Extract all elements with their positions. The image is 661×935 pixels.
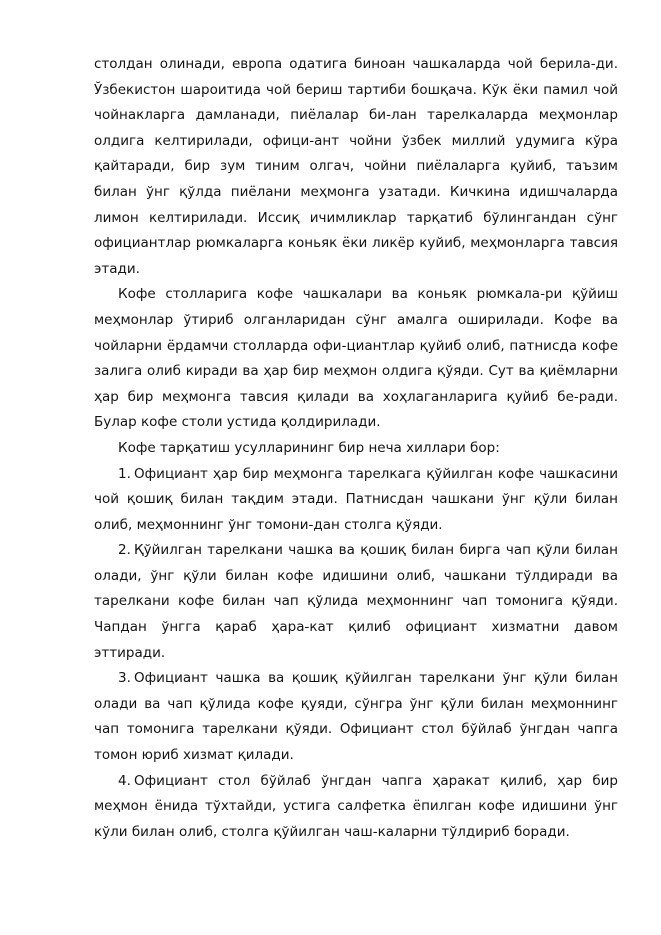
- paragraph-coffee-tables: Кофе столларига кофе чашкалари ва коньяк рюмкала-ри қўйиш меҳмонлар ўтириб олганларидан сўнг амалга оширилади. Кофе ва чойларни ёрдамчи столларда офи-циантлар қуйиб олиб, патнисда кофе залига олиб киради ва ҳар бир меҳмон олдига қўяди. Сут ва қиёмларни ҳар бир меҳмонга тавсия қилади ва хоҳлаганларига қуйиб бе-ради. Булар кофе столи устида қолдирилади.: [94, 286, 618, 431]
- list-item-text: Официант чашка ва қошиқ қўйилган тарелкани ўнг қўли билан олади ва чап қўлида кофе қуяди, сўнгра ўнг қўли билан меҳмоннинг чап томонига тарелкани қўяди. Официант стол бўйлаб ўнгдан чапга томон юриб хизмат қилади.: [94, 670, 618, 764]
- list-item-text: Официант стол бўйлаб ўнгдан чапга ҳаракат қилиб, ҳар бир меҳмон ёнида тўхтайди, устига салфетка ёпилган кофе идишини ўнг кўли билан олиб, столга қўйилган чаш-каларни тўлдириб боради.: [94, 772, 618, 840]
- list-item: [94, 538, 618, 666]
- list-item-number: 2.: [118, 542, 131, 559]
- list-item-text: Қўйилган тарелкани чашка ва қошиқ билан бирга чап қўли билан олади, ўнг қўли билан кофе идишини олиб, чашкани тўлдиради ва тарелкани кофе билан чап қўлида меҳмоннинг чап томонига қўяди. Чапдан ўнгга қараб ҳара-кат қилиб официант хизматни давом эттиради.: [94, 542, 618, 661]
- list-item: [94, 769, 618, 846]
- document-page: [94, 52, 618, 845]
- list-item-number: 1.: [118, 465, 131, 482]
- list-item-number: 3.: [118, 670, 131, 687]
- list-item-number: 4.: [118, 772, 131, 789]
- paragraph-tea-service: столдан олинади, европа одатига биноан чашкаларда чой берила-ди. Ўзбекистон шароитида чой бериш тартиби бошқача. Кўк ёки памил чой чойнакларга дамланади, пиёлалар би-лан тарелкаларда меҳмонлар олдига келтирилади, офици-ант чойни ўзбек миллий удумига кўра қайтаради, бир зум тиним олгач, чойни пиёлаларга қуйиб, таъзим билан ўнг қўлда пиёлани меҳмонга узатади. Кичкина идишчаларда лимон келтирилади. Иссиқ ичимликлар тарқатиб бўлингандан сўнг официантлар рюмкаларга коньяк ёки ликёр куйиб, меҳмонларга тавсия этади.: [94, 56, 618, 277]
- list-item-text: Официант ҳар бир меҳмонга тарелкага қўйилган кофе чашкасини чой қошиқ билан тақдим этади. Патнисдан чашкани ўнг қўли билан олиб, меҳмоннинг ўнг томони-дан столга қўяди.: [94, 465, 618, 533]
- list-item: [94, 462, 618, 539]
- paragraph-coffee-methods-intro: Кофе тарқатиш усулларининг бир неча хиллари бор:: [118, 439, 500, 456]
- list-item: [94, 666, 618, 768]
